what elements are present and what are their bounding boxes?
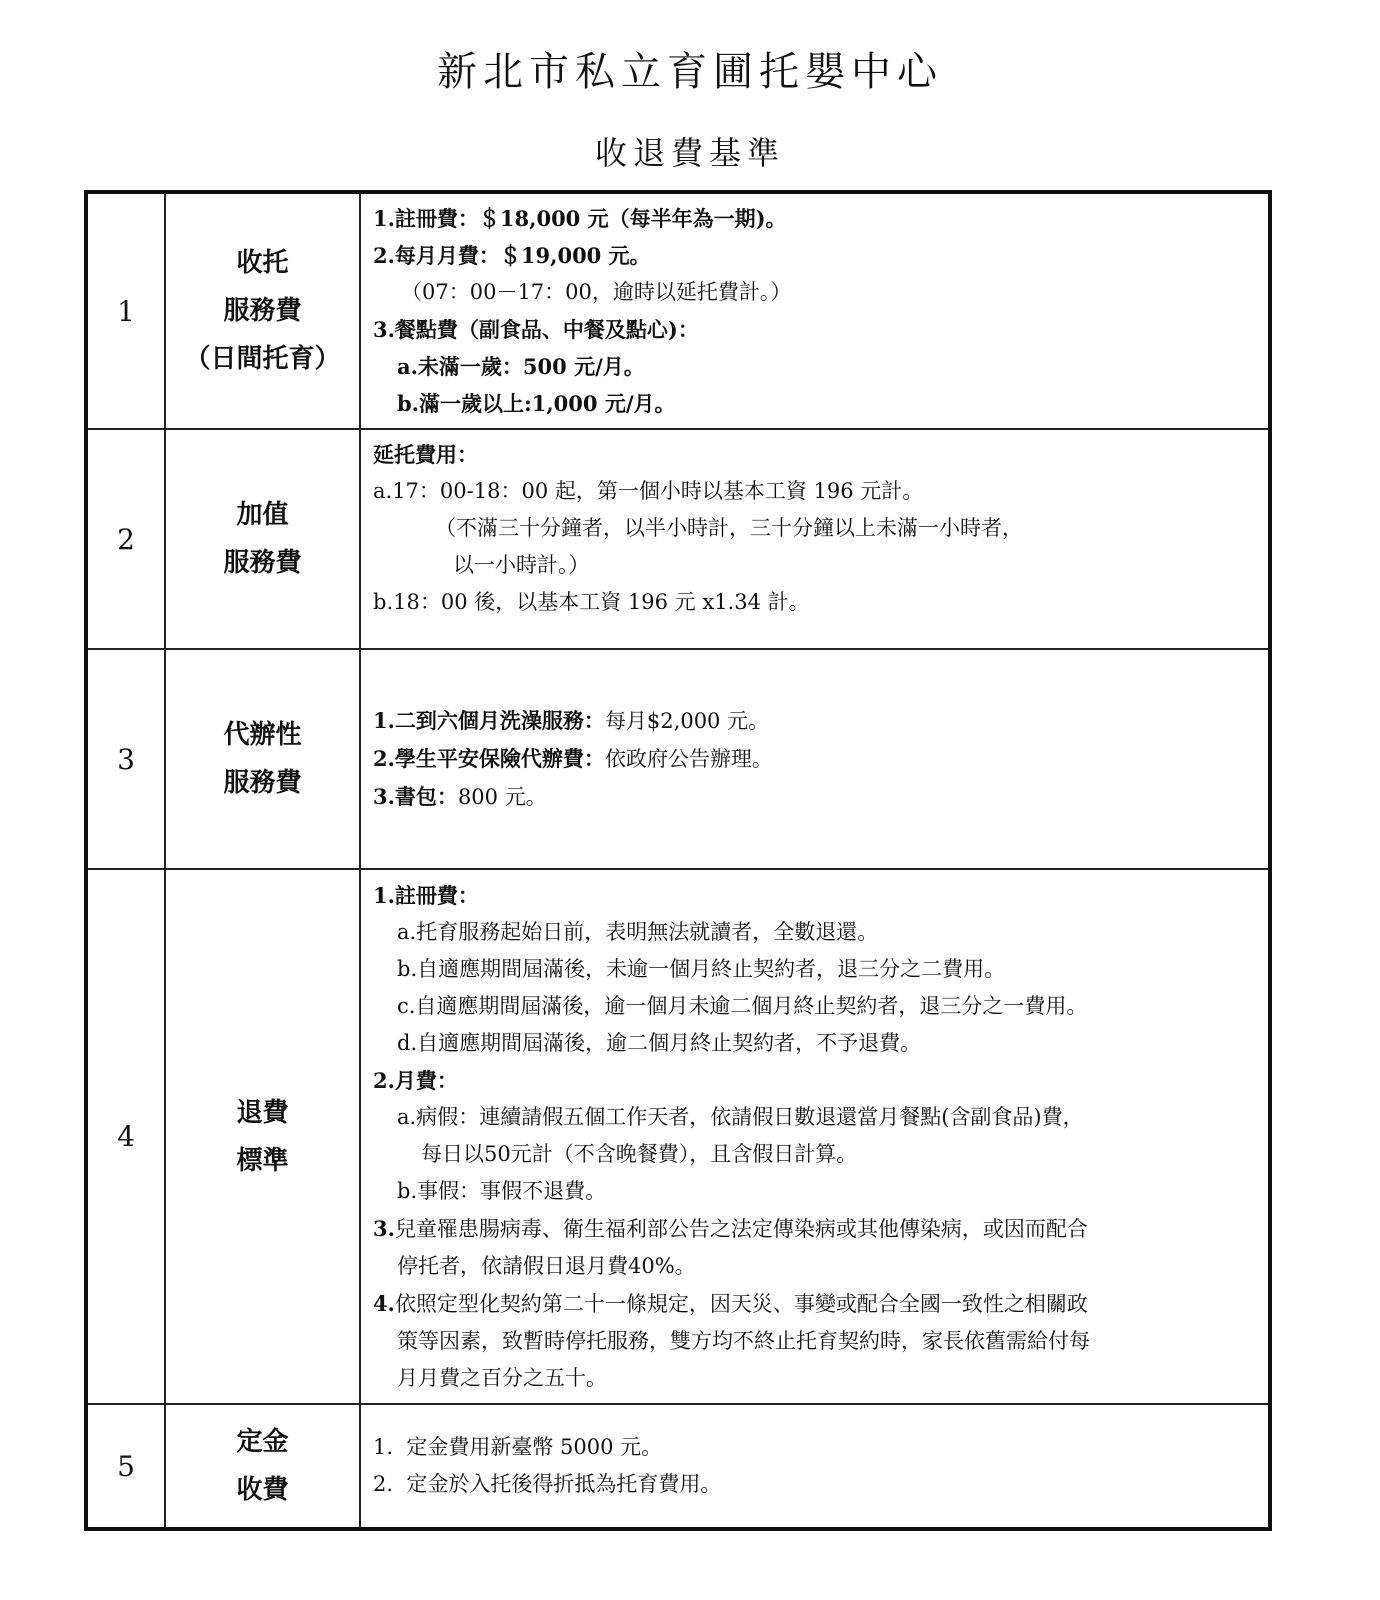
fee-table	[84, 190, 1272, 1531]
row-category	[165, 869, 360, 1404]
table-row	[86, 1404, 1270, 1529]
content-line: 策等因素，致暫時停托服務，雙方均不終止托育契約時，家長依舊需給付每	[397, 1328, 1090, 1353]
content-line	[373, 778, 1256, 816]
content-value: 依政府公告辦理。	[604, 747, 773, 771]
content-line: a.未滿一歲：500 元/月。	[397, 354, 645, 379]
content-line: 1. 定金費用新臺幣 5000 元。	[373, 1435, 663, 1459]
content-line: b.18：00 後，以基本工資 196 元 x1.34 計。	[373, 590, 810, 614]
content-line: 2. 定金於入托後得折抵為托育費用。	[373, 1472, 722, 1496]
content-label: 3.書包：	[373, 784, 458, 809]
row-number: 1	[86, 192, 165, 429]
table-row	[86, 429, 1270, 649]
content-line: 2.月費：	[373, 1067, 458, 1093]
row-category	[165, 192, 360, 429]
content-line: b.事假：事假不退費。	[397, 1178, 607, 1203]
content-line: 1.註冊費：	[373, 882, 479, 908]
content-label: 3.	[373, 1215, 395, 1241]
content-line	[373, 1210, 1256, 1248]
category-line: 定金	[236, 1427, 289, 1457]
content-line: c.自適應期間屆滿後，逾一個月未逾二個月終止契約者，退三分之一費用。	[397, 993, 1088, 1018]
category-line: （日間托育）	[184, 344, 341, 374]
content-value: 800 元。	[457, 785, 547, 809]
content-line: 停托者，依請假日退月費40%。	[397, 1253, 696, 1278]
content-line: d.自適應期間屆滿後，逾二個月終止契約者，不予退費。	[397, 1030, 922, 1055]
content-line: 月月費之百分之五十。	[397, 1365, 607, 1390]
content-label: 2.學生平安保險代辦費：	[373, 746, 605, 771]
content-line: 3.餐點費（副食品、中餐及點心)：	[373, 317, 699, 342]
content-value: 依照定型化契約第二十一條規定，因天災、事變或配合全國一致性之相關政	[394, 1291, 1088, 1316]
content-line: 2.每月月費：＄19,000 元。	[373, 243, 651, 268]
content-line: 以一小時計。）	[453, 553, 590, 577]
document-title: 新北市私立育圃托嬰中心	[437, 49, 943, 95]
row-content	[360, 649, 1270, 869]
content-line: （不滿三十分鐘者，以半小時計，三十分鐘以上未滿一小時者，	[435, 516, 1023, 540]
content-line: b.滿一歲以上:1,000 元/月。	[397, 391, 676, 416]
table-row	[86, 192, 1270, 429]
content-value: 每月$2,000 元。	[604, 709, 770, 733]
content-label: 4.	[373, 1290, 395, 1316]
content-line	[373, 702, 1256, 740]
row-content	[360, 869, 1270, 1404]
content-line	[373, 740, 1256, 778]
row-content	[360, 192, 1270, 429]
table-row	[86, 869, 1270, 1404]
content-line: 每日以50元計（不含晚餐費），且含假日計算。	[421, 1141, 858, 1166]
content-line: 1.註冊費：＄18,000 元（每半年為一期)。	[373, 206, 787, 231]
category-line: 代辦性	[223, 720, 302, 750]
content-line: a.17：00-18：00 起，第一個小時以基本工資 196 元計。	[373, 479, 924, 503]
row-number: 5	[86, 1404, 165, 1529]
category-line: 服務費	[223, 548, 302, 578]
content-line: a.托育服務起始日前，表明無法就讀者，全數退還。	[397, 919, 879, 944]
category-line: 服務費	[223, 768, 302, 798]
content-line: 延托費用：	[373, 442, 478, 467]
content-line: b.自適應期間屆滿後，未逾一個月終止契約者，退三分之二費用。	[397, 956, 1006, 981]
category-line: 加值	[236, 500, 289, 530]
row-category	[165, 429, 360, 649]
row-category	[165, 1404, 360, 1529]
document-subtitle: 收退費基準	[594, 134, 785, 172]
row-number: 2	[86, 429, 165, 649]
content-line: （07：00－17：00，逾時以延托費計。）	[401, 280, 792, 304]
category-line: 服務費	[223, 296, 302, 326]
category-line: 收費	[236, 1475, 289, 1505]
category-line: 標準	[236, 1145, 289, 1176]
row-content	[360, 429, 1270, 649]
category-line: 退費	[236, 1097, 289, 1128]
content-line: a.病假：連續請假五個工作天者，依請假日數退還當月餐點(含副食品)費，	[397, 1104, 1084, 1129]
row-category	[165, 649, 360, 869]
row-content	[360, 1404, 1270, 1529]
content-label: 1.二到六個月洗澡服務：	[373, 708, 605, 733]
row-number: 4	[86, 869, 165, 1404]
row-number: 3	[86, 649, 165, 869]
table-row	[86, 649, 1270, 869]
category-line: 收托	[236, 248, 289, 278]
content-value: 兒童罹患腸病毒、衛生福利部公告之法定傳染病或其他傳染病，或因而配合	[394, 1216, 1088, 1241]
content-line	[373, 1285, 1256, 1323]
